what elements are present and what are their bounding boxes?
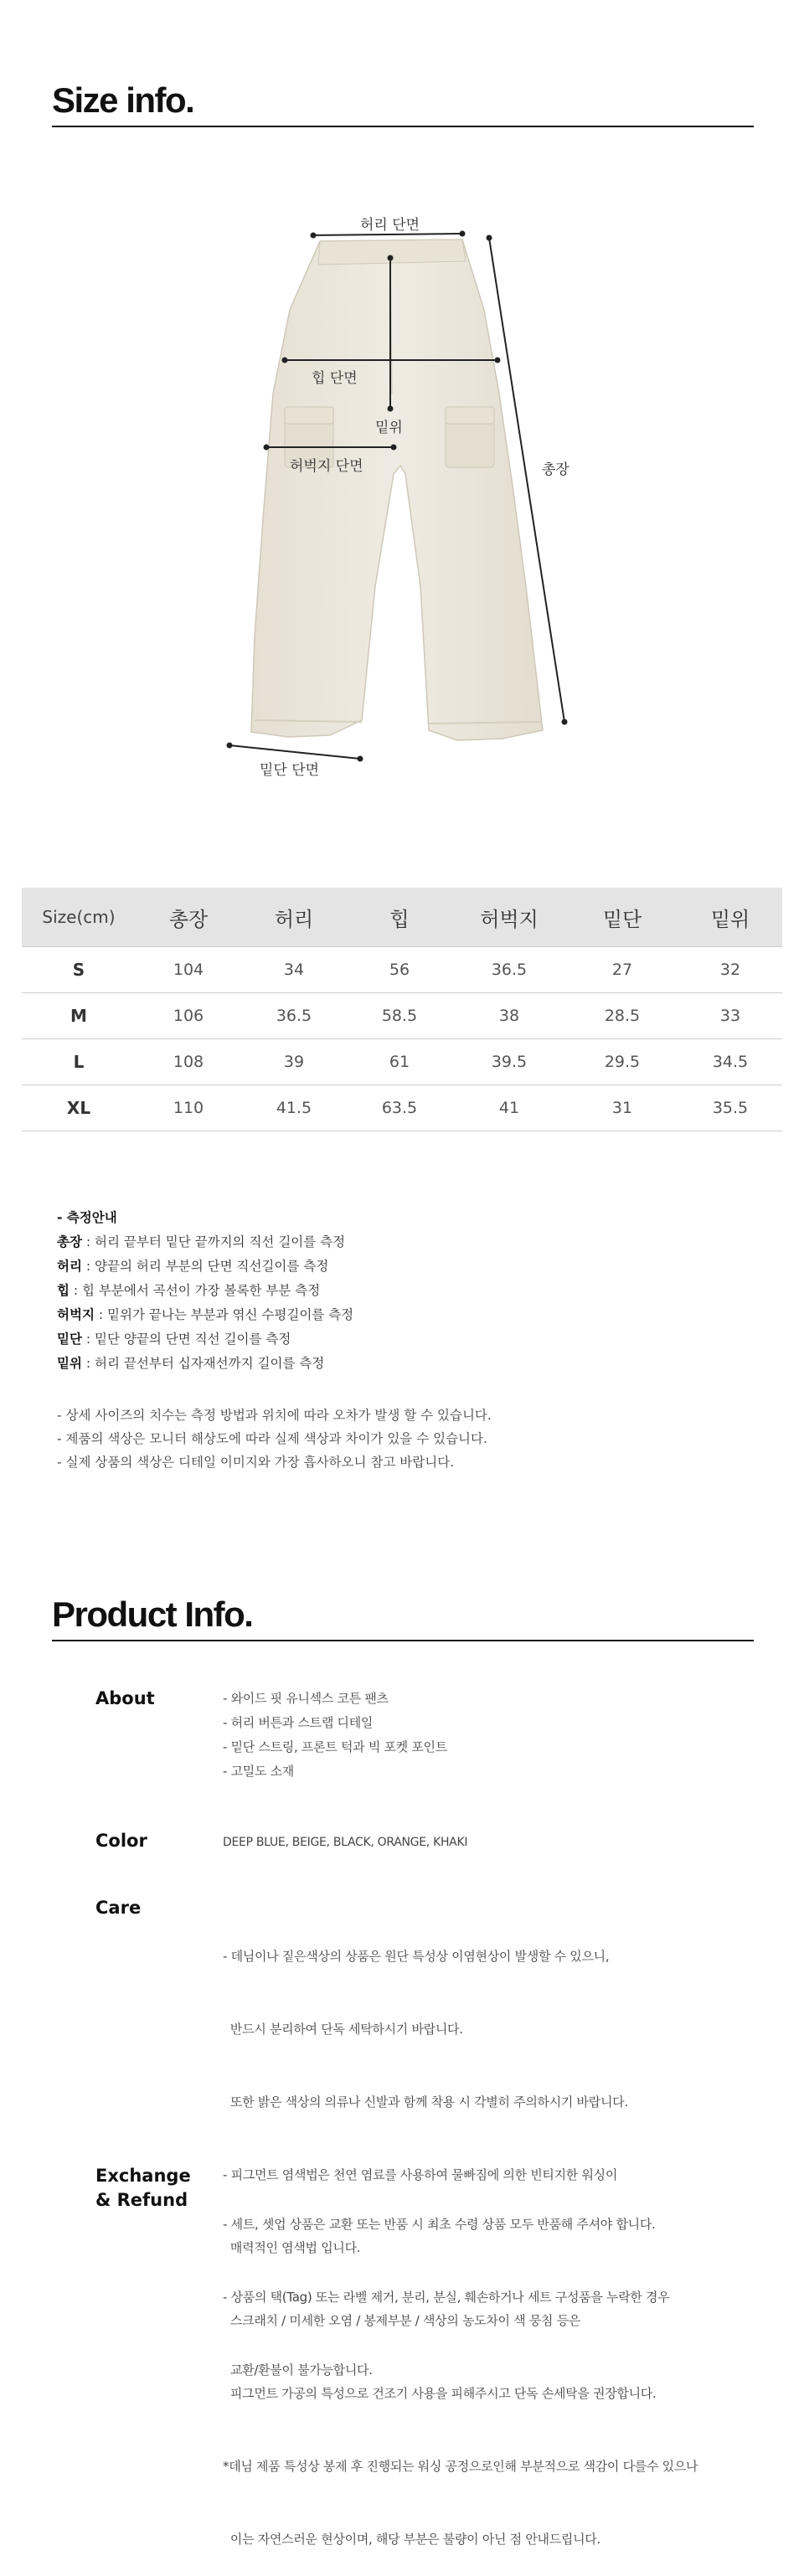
table-cell: 34.5 <box>678 1039 782 1085</box>
table-cell: 33 <box>678 993 782 1039</box>
table-cell: 58.5 <box>347 993 452 1039</box>
table-row <box>22 993 782 1039</box>
table-cell: 29.5 <box>566 1039 678 1085</box>
table-cell: 39.5 <box>452 1039 566 1085</box>
size-cell: S <box>22 947 136 993</box>
table-cell: 32 <box>678 947 782 993</box>
table-cell: 56 <box>347 947 452 993</box>
table-cell: 34 <box>241 947 347 993</box>
guide-item: 밑단 : 밑단 양끝의 단면 직선 길이를 측정 <box>57 1332 291 1347</box>
header-hip: 힙 <box>347 888 452 947</box>
table-cell: 63.5 <box>347 1085 452 1131</box>
header-hem: 밑단 <box>566 888 678 947</box>
note-line: - 상세 사이즈의 치수는 측정 방법과 위치에 따라 오차가 발생 할 수 있습니다. <box>57 1408 492 1423</box>
color-label: Color <box>95 1831 147 1851</box>
size-notes <box>57 1404 492 1474</box>
header-length: 총장 <box>136 888 241 947</box>
exchange-refund-label: Exchange & Refund <box>95 2166 191 2210</box>
header-rise: 밑위 <box>678 888 782 947</box>
table-row <box>22 1039 782 1085</box>
hem-label: 밑단 단면 <box>260 762 320 779</box>
about-label: About <box>95 1688 155 1708</box>
table-row <box>22 947 782 993</box>
table-cell: 104 <box>136 947 241 993</box>
size-table-header <box>22 888 782 947</box>
table-cell: 41 <box>452 1085 566 1131</box>
size-cell: L <box>22 1039 136 1085</box>
rise-label: 밑위 <box>375 420 403 436</box>
size-table <box>22 888 782 1131</box>
guide-item: 밑위 : 허리 끝선부터 십자재선까지 길이를 측정 <box>57 1356 325 1371</box>
product-info-divider <box>52 1640 754 1641</box>
size-cell: XL <box>22 1085 136 1131</box>
table-cell: 38 <box>452 993 566 1039</box>
table-cell: 27 <box>566 947 678 993</box>
color-value: DEEP BLUE, BEIGE, BLACK, ORANGE, KHAKI <box>223 1836 468 1849</box>
table-cell: 41.5 <box>241 1085 347 1131</box>
header-thigh: 허벅지 <box>452 888 566 947</box>
size-cell: M <box>22 993 136 1039</box>
table-row <box>22 1085 782 1131</box>
thigh-label: 허벅지 단면 <box>290 458 363 475</box>
measure-guide-title: - 측정안내 <box>57 1210 117 1225</box>
exchange-text: - 세트, 셋업 상품은 교환 또는 반품 시 최초 수령 상품 모두 반품해 주셔야 합니다. - 상품의 택(Tag) 또는 라벨 제거, 분리, 분실, 훼손하거나 세트 구성품을 누락한 경우 교환/환불이 불가능합니다. <box>223 2217 670 2378</box>
size-info-divider <box>52 126 754 127</box>
pants-shape <box>251 240 543 740</box>
care-text: - 데님이나 짙은색상의 상품은 원단 특성상 이염현상이 발생할 수 있으니, 반드시 분리하여 단독 세탁하시기 바랍니다. 또한 밝은 색상의 의류나 신발과 함께 착용 시 각별히 주의하시기 바랍니다. - 피그먼트 염색법은 천연 염료를 사용하여 물빠짐에 의한 빈티지한 워싱이 매력적인 염색법 입니다. 스크래치 / 미세한 오염 / 봉제부분 / 색상의 농도차이 색 뭉침 등은 피그먼트 가공의 특성으로 건조기 사용을 피해주시고 단독 손세탁을 권장합니다. *데님 제품 특성상 봉제 후 진행되는 워싱 공정으로인해 부분적으로 색감이 다를수 있으나 이는 자연스러운 현상이며, 해당 부분은 불량이 아닌 점 안내드립니다. <box>223 1949 698 2547</box>
care-label: Care <box>95 1898 142 1918</box>
note-line: - 실제 상품의 색상은 디테일 이미지와 가장 흡사하오니 참고 바랍니다. <box>57 1455 455 1470</box>
waist-label: 허리 단면 <box>360 217 420 234</box>
guide-item: 힙 : 힙 부분에서 곡선이 가장 볼록한 부분 측정 <box>57 1283 321 1298</box>
guide-item: 허벅지 : 밑위가 끝나는 부분과 엮신 수평길이를 측정 <box>57 1307 354 1322</box>
table-cell: 39 <box>241 1039 347 1085</box>
table-cell: 61 <box>347 1039 452 1085</box>
hip-label: 힙 단면 <box>312 370 358 387</box>
length-label: 총장 <box>542 461 570 478</box>
table-cell: 106 <box>136 993 241 1039</box>
header-waist: 허리 <box>241 888 347 947</box>
table-cell: 108 <box>136 1039 241 1085</box>
about-text: - 와이드 핏 유니섹스 코튼 팬츠 - 허리 버튼과 스트랩 디테일 - 밑단 스트링, 프론트 턱과 빅 포켓 포인트 - 고밀도 소재 <box>223 1691 447 1779</box>
table-cell: 31 <box>566 1085 678 1131</box>
guide-item: 허리 : 양끝의 허리 부분의 단면 직선길이를 측정 <box>57 1259 329 1274</box>
pants-diagram <box>0 201 804 804</box>
measure-guide <box>57 1206 353 1376</box>
table-cell: 36.5 <box>452 947 566 993</box>
size-info-title: Size info. <box>52 80 194 120</box>
header-size: Size(cm) <box>22 888 136 947</box>
waistband <box>318 240 466 265</box>
guide-item: 총장 : 허리 끝부터 밑단 끝까지의 직선 길이를 측정 <box>57 1234 346 1249</box>
note-line: - 제품의 색상은 모니터 해상도에 따라 실제 색상과 차이가 있을 수 있습니다. <box>57 1431 487 1446</box>
table-cell: 110 <box>136 1085 241 1131</box>
product-info-title: Product Info. <box>52 1595 253 1634</box>
table-cell: 36.5 <box>241 993 347 1039</box>
table-cell: 35.5 <box>678 1085 782 1131</box>
table-cell: 28.5 <box>566 993 678 1039</box>
